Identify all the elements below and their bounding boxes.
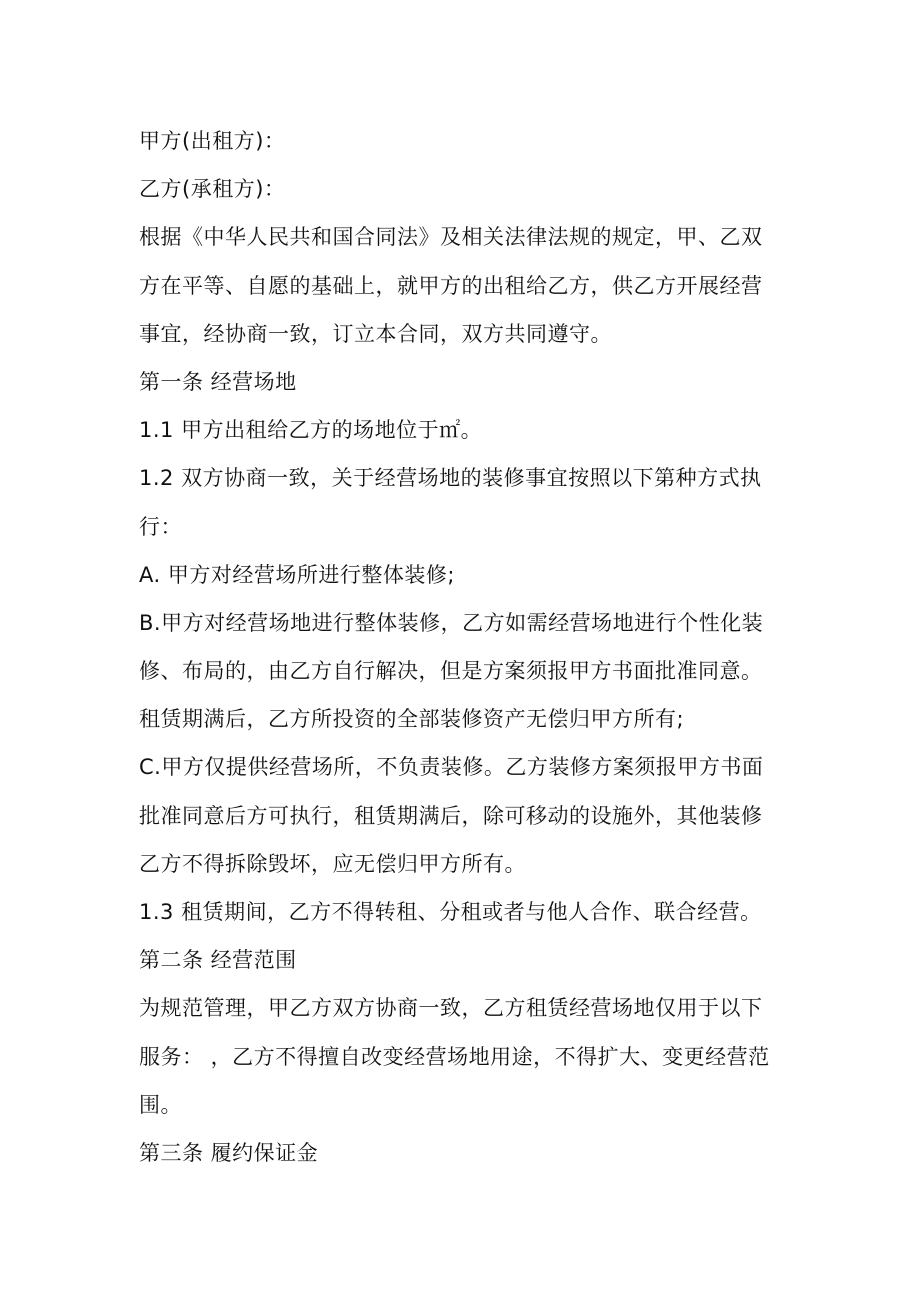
preamble-line-2: 方在平等、自愿的基础上，就甲方的出租给乙方，供乙方开展经营 [139,273,763,298]
option-b-line-3: 租赁期满后，乙方所投资的全部装修资产无偿归甲方所有; [139,707,685,732]
option-c-line-3: 乙方不得拆除毁坏，应无偿归甲方所有。 [139,851,526,876]
option-b-line-1: B.甲方对经营场地进行整体装修，乙方如需经营场地进行个性化装 [139,610,764,635]
option-c-line-2: 批准同意后方可执行，租赁期满后，除可移动的设施外，其他装修 [139,803,763,828]
option-c-line-1: C.甲方仅提供经营场所，不负责装修。乙方装修方案须报甲方书面 [139,755,764,780]
party-a-line: 甲方(出租方)： [139,129,286,153]
option-a: A. 甲方对经营场所进行整体装修; [139,562,455,587]
scope-line-3: 围。 [139,1092,182,1117]
clause-1-2-line-1: 1.2 双方协商一致，关于经营场地的装修事宜按照以下第种方式执 [139,466,762,491]
article-2-heading: 第二条 经营范围 [139,948,297,973]
clause-1-3: 1.3 租赁期间，乙方不得转租、分租或者与他人合作、联合经营。 [139,900,762,924]
contract-page [139,117,789,1177]
clause-1-2-line-2: 行： [139,514,182,539]
scope-line-1: 为规范管理，甲乙方双方协商一致，乙方租赁经营场地仅用于以下 [139,996,763,1021]
article-1-heading: 第一条 经营场地 [139,369,297,394]
article-3-heading: 第三条 履约保证金 [139,1140,319,1165]
scope-line-2: 服务： ，乙方不得擅自改变经营场地用途，不得扩大、变更经营范 [139,1044,770,1069]
party-b-line: 乙方(承租方)： [139,177,286,202]
preamble-line-1: 根据《中华人民共和国合同法》及相关法律法规的规定，甲、乙双 [139,225,763,250]
option-b-line-2: 修、布局的，由乙方自行解决，但是方案须报甲方书面批准同意。 [139,659,763,684]
preamble-line-3: 事宜，经协商一致，订立本合同，双方共同遵守。 [139,321,612,346]
clause-1-1: 1.1 甲方出租给乙方的场地位于㎡。 [139,418,483,443]
